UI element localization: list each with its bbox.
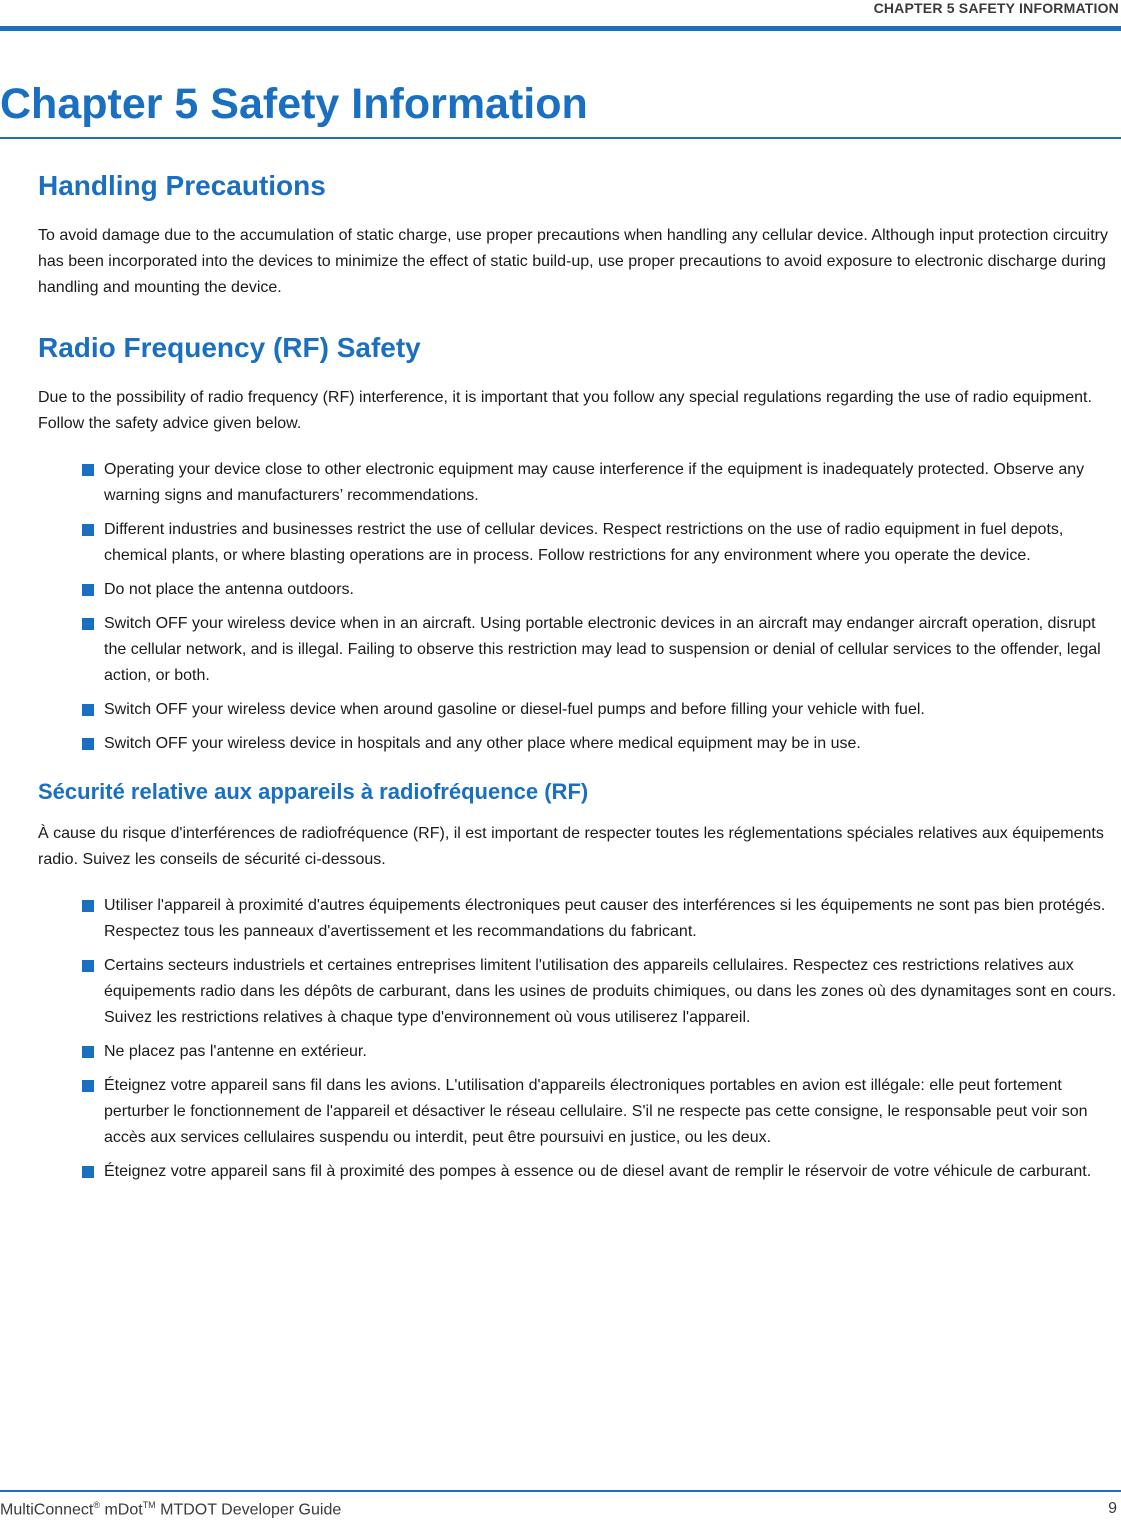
section-heading-rf-safety: Radio Frequency (RF) Safety [38,332,421,363]
list-item-text: Do not place the antenna outdoors. [104,581,354,598]
handling-precautions-section [38,167,1118,301]
footer-guide-name: MTDOT Developer Guide [155,1501,342,1519]
list-item [38,731,1118,757]
footer-rule [0,1490,1121,1492]
footer-guide-title [0,1500,341,1519]
chapter-rule [0,137,1121,139]
registered-mark: ® [93,1500,101,1510]
rf-french-intro-paragraph: À cause du risque d'interférences de radiofréquence (RF), il est important de respecter toutes les réglementations spéciales relatives aux équipements radio. Suivez les conseils de sécurité ci-dessous. [38,825,1104,868]
list-item [38,517,1118,569]
trademark-mark: TM [142,1500,156,1510]
square-bullet-icon [82,1046,94,1058]
rf-intro-paragraph: Due to the possibility of radio frequency (RF) interference, it is important that you follow any special regulations regarding the use of radio equipment. Follow the safety advice given below. [38,389,1092,432]
list-item [38,1159,1118,1185]
list-item-text: Different industries and businesses restrict the use of cellular devices. Respect restrictions on the use of radio equipment in fuel depots, chemical plants, or where blasting operations are in process. Follow restrictions for any environment where you operate the device. [104,521,1064,564]
rf-safety-french-section [38,777,1118,1185]
list-item [38,697,1118,723]
list-item [38,611,1118,689]
list-item [38,577,1118,603]
list-item-text: Éteignez votre appareil sans fil dans les avions. L'utilisation d'appareils électroniques portables en avion est illégale: elle peut fortement perturber le fonctionnement de l'appareil et désactiver le réseau cellulaire. S'il ne respecte pas cette consigne, le responsable peut voir son accès aux services cellulaires suspendu ou interdit, peut être poursuivi en justice, ou les deux. [104,1077,1088,1146]
list-item [38,1073,1118,1151]
square-bullet-icon [82,464,94,476]
square-bullet-icon [82,900,94,912]
square-bullet-icon [82,738,94,750]
rf-safety-list [38,457,1118,757]
square-bullet-icon [82,584,94,596]
footer-product-model: mDot [100,1501,143,1519]
section-heading-rf-safety-french: Sécurité relative aux appareils à radiofréquence (RF) [38,779,589,804]
square-bullet-icon [82,1080,94,1092]
list-item [38,1039,1118,1065]
page-number: 9 [1108,1500,1117,1517]
list-item-text: Switch OFF your wireless device when around gasoline or diesel-fuel pumps and before filling your vehicle with fuel. [104,701,925,718]
square-bullet-icon [82,1166,94,1178]
list-item-text: Switch OFF your wireless device when in an aircraft. Using portable electronic devices in an aircraft may endanger aircraft operation, disrupt the cellular network, and is illegal. Failing to observe this restriction may lead to suspension or denial of cellular services to the offender, legal action, or both. [104,615,1101,684]
square-bullet-icon [82,704,94,716]
list-item [38,953,1118,1031]
list-item-text: Operating your device close to other electronic equipment may cause interference if the equipment is inadequately protected. Observe any warning signs and manufacturers’ recommendations. [104,461,1085,504]
list-item-text: Ne placez pas l'antenne en extérieur. [104,1043,367,1060]
handling-paragraph: To avoid damage due to the accumulation of static charge, use proper precautions when handling any cellular device. Although input protection circuitry has been incorporated into the devices to minimize the effect of static build-up, use proper precautions to avoid exposure to electronic discharge during handling and mounting the device. [38,227,1108,296]
rf-safety-section [38,329,1118,757]
list-item [38,457,1118,509]
list-item-text: Utiliser l'appareil à proximité d'autres équipements électroniques peut causer des interférences si les équipements ne sont pas bien protégés. Respectez tous les panneaux d'avertissement et les recommandations du fabricant. [104,897,1106,940]
square-bullet-icon [82,960,94,972]
footer-product-name: MultiConnect [0,1501,94,1519]
rf-safety-french-list [38,893,1118,1185]
list-item-text: Switch OFF your wireless device in hospitals and any other place where medical equipment may be in use. [104,735,861,752]
page-content [38,167,1118,1205]
list-item-text: Certains secteurs industriels et certaines entreprises limitent l'utilisation des appareils cellulaires. Respectez ces restrictions relatives aux équipements radio dans les dépôts de carburant, dans les usines de produits chimiques, ou dans les zones où des dynamitages sont en cours. Suivez les restrictions relatives à chaque type d'environnement où vous utiliserez l'appareil. [104,957,1117,1026]
chapter-title: Chapter 5 Safety Information [0,80,588,128]
section-heading-handling: Handling Precautions [38,170,326,201]
header-rule [0,26,1121,31]
square-bullet-icon [82,524,94,536]
list-item [38,893,1118,945]
square-bullet-icon [82,618,94,630]
running-header: CHAPTER 5 SAFETY INFORMATION [873,0,1119,16]
list-item-text: Éteignez votre appareil sans fil à proximité des pompes à essence ou de diesel avant de remplir le réservoir de votre véhicule de carburant. [104,1163,1092,1180]
